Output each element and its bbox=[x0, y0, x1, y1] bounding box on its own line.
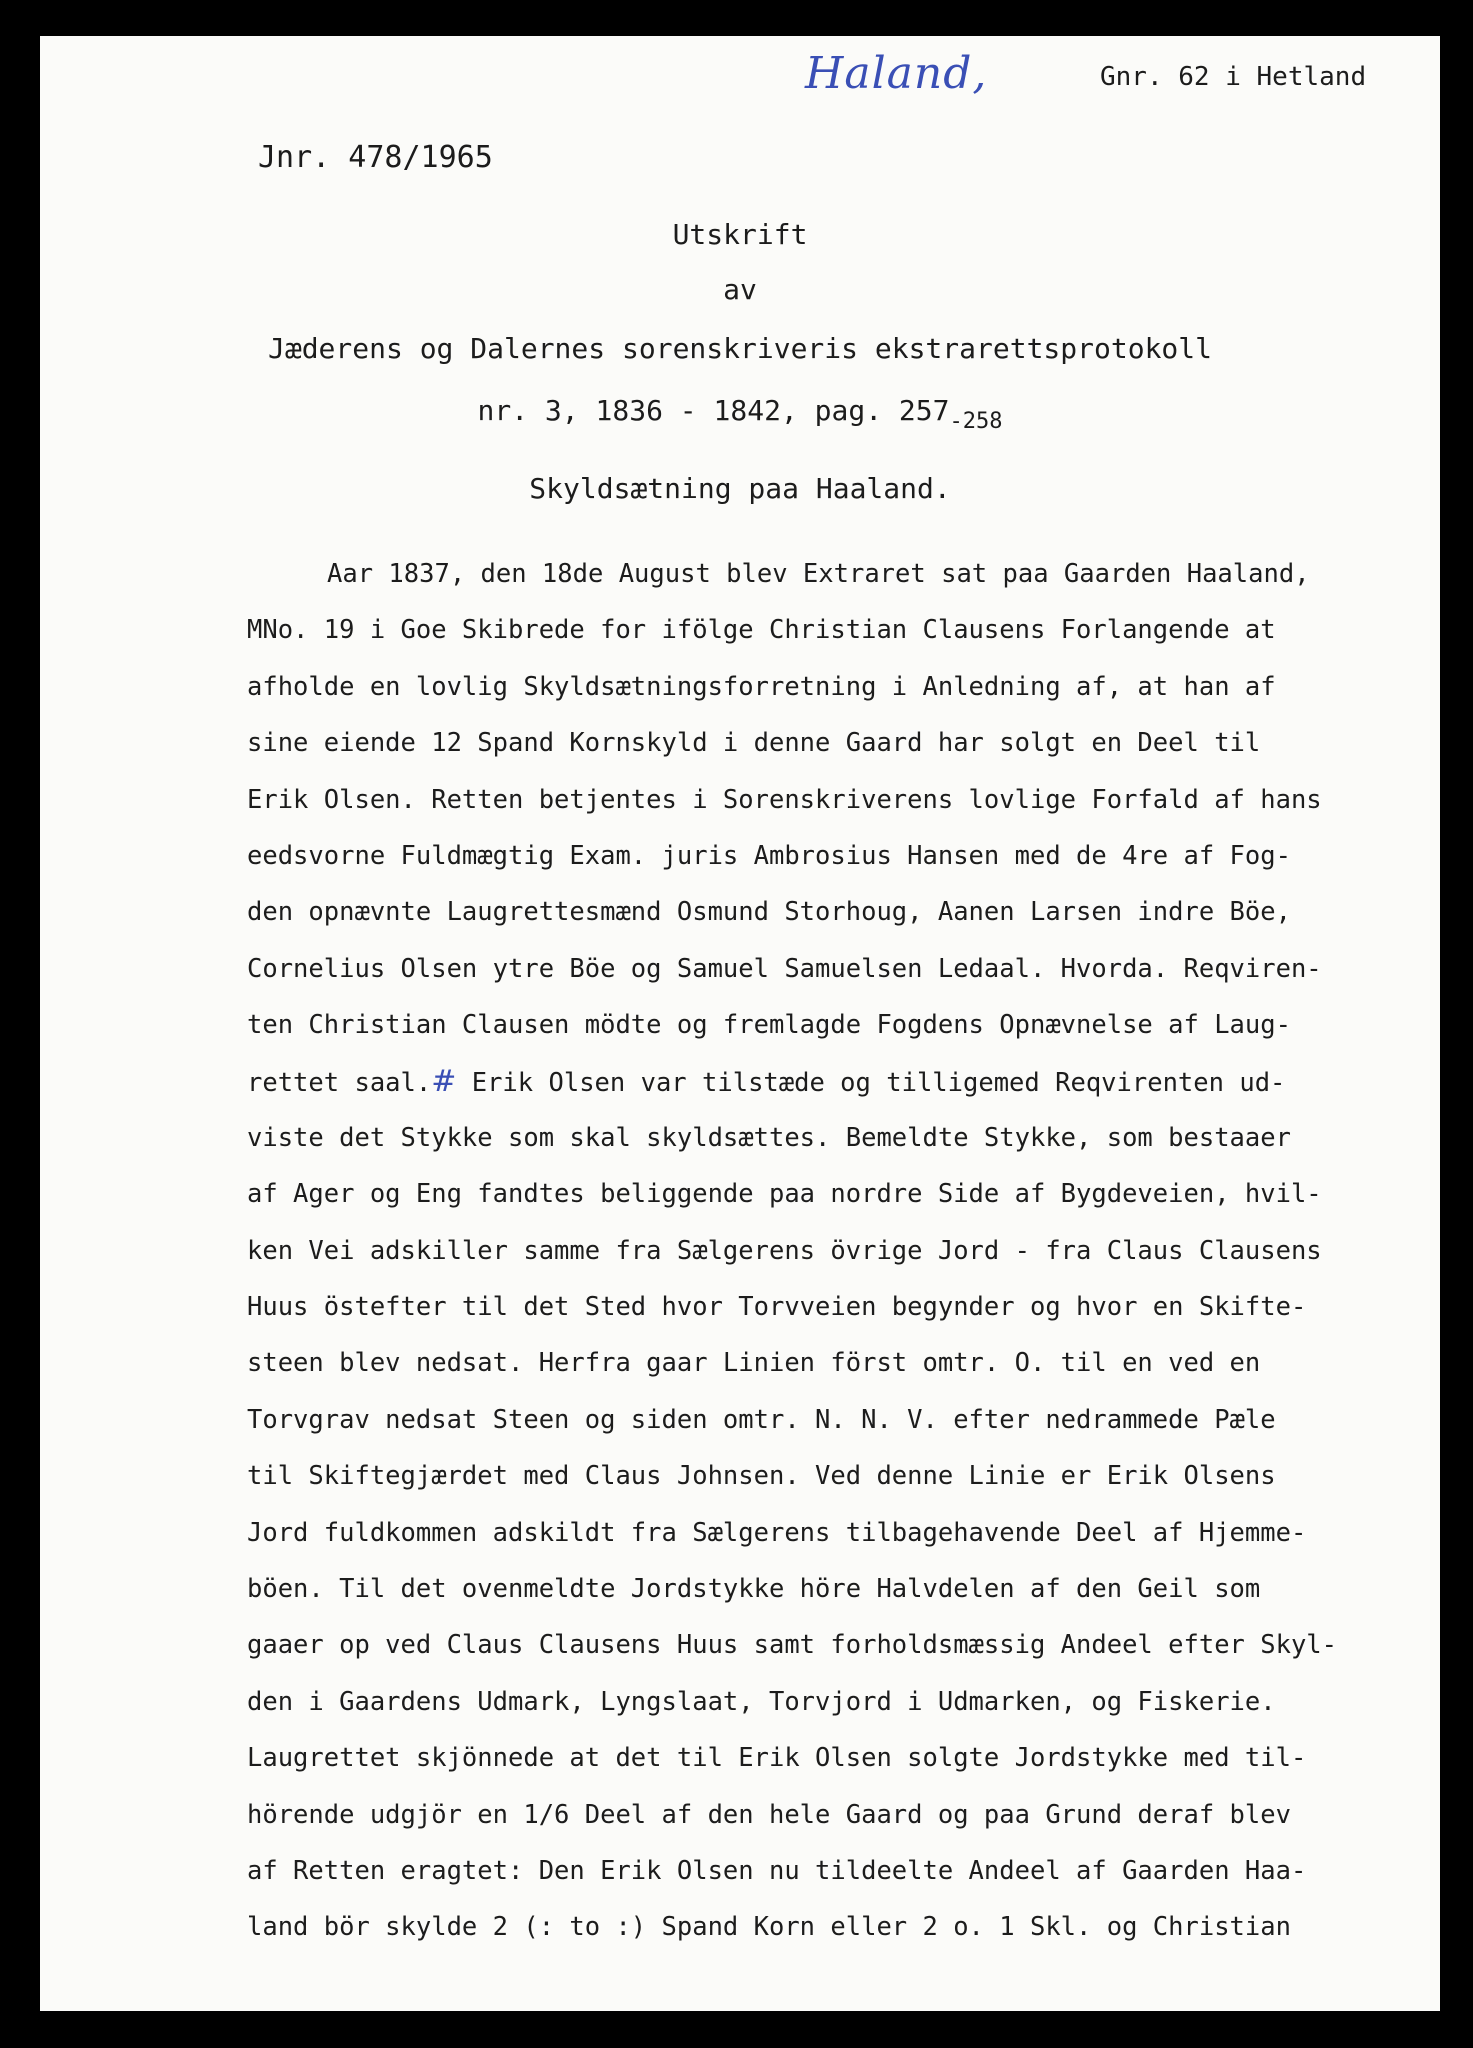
body-text bbox=[247, 546, 1432, 1956]
body-line bbox=[247, 1392, 1432, 1448]
body-line bbox=[247, 1617, 1432, 1673]
handwritten-insert-mark: # bbox=[431, 1063, 457, 1099]
body-line-text: Erik Olsen. Retten betjentes i Sorenskriverens lovlige Forfald af hans bbox=[247, 784, 1322, 815]
body-line-text: af Ager og Eng fandtes beliggende paa nordre Side af Bygdeveien, hvil- bbox=[247, 1179, 1322, 1210]
body-line bbox=[247, 1448, 1432, 1504]
body-line bbox=[247, 1054, 1432, 1110]
body-line-text: hörende udgjör en 1/6 Deel af den hele Gaard og paa Grund deraf blev bbox=[247, 1799, 1291, 1830]
page-range-suffix: -258 bbox=[949, 409, 1003, 434]
body-line-text: afholde en lovlig Skyldsætningsforretning i Anledning af, at han af bbox=[247, 671, 1276, 702]
body-line-text: gaaer op ved Claus Clausens Huus samt forholdsmæssig Andeel efter Skyl- bbox=[247, 1630, 1338, 1661]
body-line bbox=[247, 1787, 1432, 1843]
body-line bbox=[247, 1505, 1432, 1561]
body-line bbox=[247, 884, 1432, 940]
title-line-3: Jæderens og Dalernes sorenskriveris ekstrarettsprotokoll bbox=[267, 332, 1212, 365]
body-line bbox=[247, 1674, 1432, 1730]
body-line-text: Huus östefter til det Sted hvor Torvveien begynder og hvor en Skifte- bbox=[247, 1292, 1307, 1323]
handwritten-note: Haland, bbox=[805, 48, 988, 99]
body-line-text: Aar 1837, den 18de August blev Extraret sat paa Gaarden Haaland, bbox=[327, 559, 1310, 589]
body-line-text: af Retten eragtet: Den Erik Olsen nu tildeelte Andeel af Gaarden Haa- bbox=[247, 1855, 1307, 1886]
body-line-text: den opnævnte Laugrettesmænd Osmund Storhoug, Aanen Larsen indre Böe, bbox=[247, 897, 1291, 928]
body-line-text-rest: Erik Olsen var tilstæde og tilligemed Reqvirenten ud- bbox=[456, 1067, 1286, 1098]
body-line-text: land bör skylde 2 (: to :) Spand Korn eller 2 o. 1 Skl. og Christian bbox=[247, 1912, 1291, 1943]
body-line bbox=[247, 546, 1432, 602]
body-line-text: den i Gaardens Udmark, Lyngslaat, Torvjord i Udmarken, og Fiskerie. bbox=[247, 1686, 1276, 1717]
body-line bbox=[247, 1899, 1432, 1955]
body-line bbox=[247, 997, 1432, 1053]
body-line bbox=[247, 941, 1432, 997]
body-line bbox=[247, 1561, 1432, 1617]
body-line-text: sine eiende 12 Spand Kornskyld i denne Gaard har solgt en Deel til bbox=[247, 728, 1261, 759]
body-line bbox=[247, 1166, 1432, 1222]
title-line-2: av bbox=[723, 273, 757, 306]
body-line-text: Laugrettet skjönnede at det til Erik Olsen solgte Jordstykke med til- bbox=[247, 1743, 1307, 1774]
body-line bbox=[247, 1223, 1432, 1279]
body-line bbox=[247, 1279, 1432, 1335]
body-line bbox=[247, 1730, 1432, 1786]
title-line-1: Utskrift bbox=[672, 218, 808, 251]
document-page bbox=[40, 36, 1440, 2011]
page-range: nr. 3, 1836 - 1842, pag. 257 bbox=[477, 394, 950, 427]
journal-number: Jnr. 478/1965 bbox=[258, 140, 493, 175]
body-line-text: steen blev nedsat. Herfra gaar Linien först omtr. O. til en ved en bbox=[247, 1348, 1261, 1379]
body-line-text: ken Vei adskiller samme fra Sælgerens övrige Jord - fra Claus Clausens bbox=[247, 1235, 1322, 1266]
body-line-text: til Skiftegjærdet med Claus Johnsen. Ved denne Linie er Erik Olsens bbox=[247, 1461, 1276, 1492]
body-line bbox=[247, 1843, 1432, 1899]
gnr-label: Gnr. 62 i Hetland bbox=[1100, 62, 1367, 92]
body-line-text: eedsvorne Fuldmægtig Exam. juris Ambrosius Hansen med de 4re af Fog- bbox=[247, 840, 1291, 871]
body-line-text: ten Christian Clausen mödte og fremlagde Fogdens Opnævnelse af Laug- bbox=[247, 1010, 1291, 1041]
body-line-text: Cornelius Olsen ytre Böe og Samuel Samuelsen Ledaal. Hvorda. Reqviren- bbox=[247, 953, 1322, 984]
body-line bbox=[247, 828, 1432, 884]
body-line-text: rettet saal. bbox=[247, 1067, 432, 1098]
body-line-text: viste det Stykke som skal skyldsættes. Bemeldte Stykke, som bestaaer bbox=[247, 1122, 1291, 1153]
body-line bbox=[247, 1110, 1432, 1166]
body-line-text: Torvgrav nedsat Steen og siden omtr. N. N. V. efter nedrammede Pæle bbox=[247, 1404, 1276, 1435]
body-line-text: MNo. 19 i Goe Skibrede for ifölge Christian Clausens Forlangende at bbox=[247, 615, 1276, 646]
body-line-text: Jord fuldkommen adskildt fra Sælgerens tilbagehavende Deel af Hjemme- bbox=[247, 1517, 1307, 1548]
body-line-text: böen. Til det ovenmeldte Jordstykke höre Halvdelen af den Geil som bbox=[247, 1574, 1261, 1605]
title-line-4 bbox=[40, 394, 1440, 434]
body-line bbox=[247, 1335, 1432, 1391]
body-line bbox=[247, 602, 1432, 658]
section-heading: Skyldsætning paa Haaland. bbox=[529, 472, 951, 505]
body-line bbox=[247, 715, 1432, 771]
body-line bbox=[247, 659, 1432, 715]
body-line bbox=[247, 772, 1432, 828]
